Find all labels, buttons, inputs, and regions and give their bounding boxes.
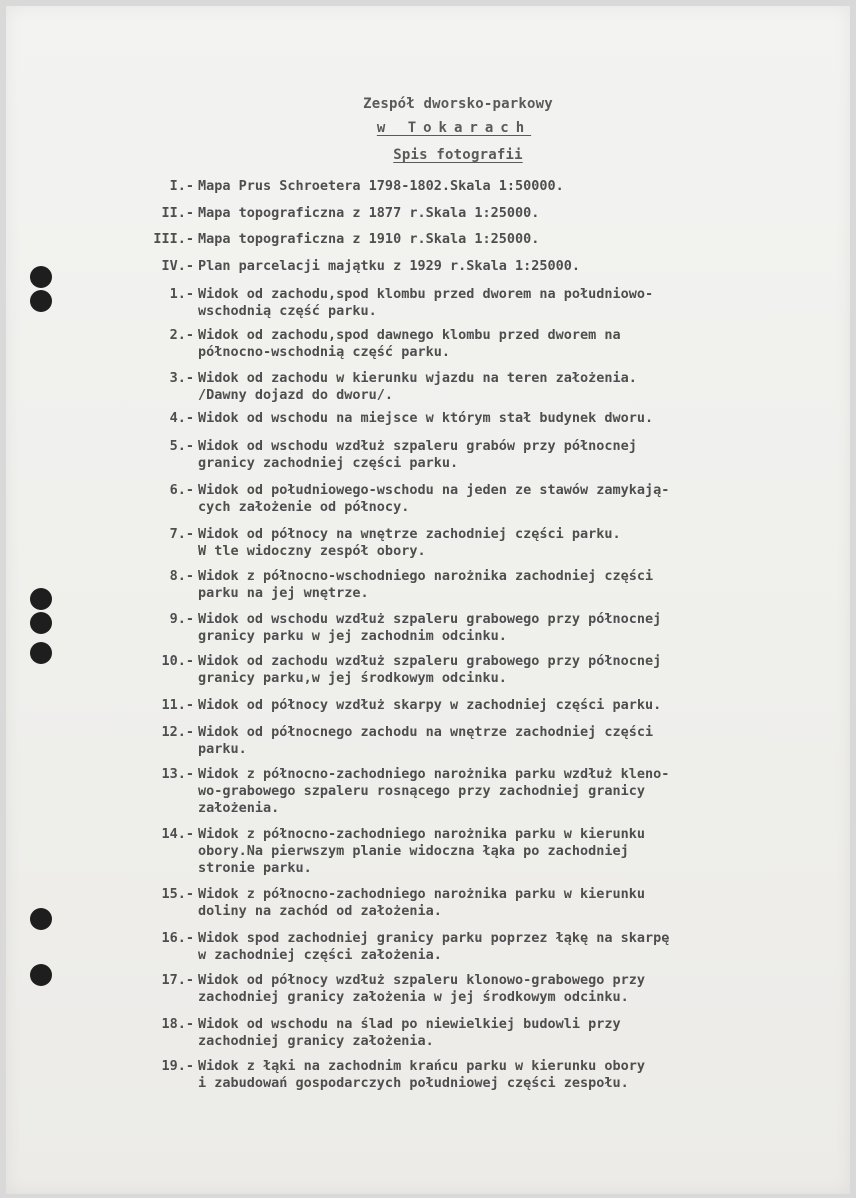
item-text-line: obory.Na pierwszym planie widoczna łąka po zachodniej — [198, 843, 629, 859]
list-item — [128, 231, 818, 248]
item-number: III.- — [153, 231, 194, 247]
list-item — [128, 205, 818, 222]
item-text-line: cych założenie od północy. — [198, 499, 410, 515]
list-item — [128, 178, 818, 195]
item-text-line: północno-wschodnią część parku. — [198, 344, 450, 360]
item-text-line: Plan parcelacji majątku z 1929 r.Skala 1:25000. — [198, 258, 581, 274]
binder-hole — [30, 588, 52, 610]
list-item — [128, 611, 818, 645]
item-number: 4.- — [169, 410, 194, 426]
binder-hole — [30, 290, 52, 312]
list-item — [128, 930, 818, 964]
item-text-line: zachodniej granicy założenia. — [198, 1033, 434, 1049]
list-item — [128, 826, 818, 877]
list-item — [128, 653, 818, 687]
item-text-line: Widok od północnego zachodu na wnętrze zachodniej części — [198, 724, 654, 740]
list-item — [128, 1016, 818, 1050]
binder-hole — [30, 612, 52, 634]
binder-hole — [30, 964, 52, 986]
list-item — [128, 568, 818, 602]
item-text-line: parku na jej wnętrze. — [198, 585, 369, 601]
item-text-line: wo-grabowego szpaleru rosnącego przy zachodniej granicy — [198, 783, 646, 799]
item-number: 19.- — [161, 1058, 194, 1074]
item-text-line: i zabudowań gospodarczych południowej części zespołu. — [198, 1075, 629, 1091]
item-number: 6.- — [169, 482, 194, 498]
item-number: 14.- — [161, 826, 194, 842]
item-number: 16.- — [161, 930, 194, 946]
list-item — [128, 482, 818, 516]
item-text-line: granicy parku w jej zachodnim odcinku. — [198, 628, 507, 644]
list-item — [128, 258, 818, 275]
item-number: 11.- — [161, 697, 194, 713]
document-subtitle — [30, 147, 856, 163]
subtitle-text: Spis fotografii — [393, 147, 523, 163]
list-item — [128, 410, 818, 427]
list-item — [128, 972, 818, 1006]
item-number: 7.- — [169, 526, 194, 542]
list-item — [128, 438, 818, 472]
binder-hole — [30, 266, 52, 288]
item-text-line: Widok od wschodu wzdłuż szpaleru grabowego przy północnej — [198, 611, 662, 627]
item-text-line: Widok spod zachodniej granicy parku poprzez łąkę na skarpę — [198, 930, 670, 946]
item-number: IV.- — [161, 258, 194, 274]
item-text-line: doliny na zachód od założenia. — [198, 903, 442, 919]
item-number: 1.- — [169, 286, 194, 302]
item-number: II.- — [161, 205, 194, 221]
item-text-line: Widok z północno-zachodniego narożnika parku w kierunku — [198, 886, 646, 902]
item-text-line: Widok z północno-zachodniego narożnika parku wzdłuż kleno- — [198, 766, 670, 782]
item-text-line: zachodniej granicy założenia w jej środkowym odcinku. — [198, 989, 629, 1005]
item-text-line: Widok od wschodu wzdłuż szpaleru grabów przy północnej — [198, 438, 637, 454]
item-text-line: granicy parku,w jej środkowym odcinku. — [198, 670, 507, 686]
list-item — [128, 886, 818, 920]
location-text: w Tokarach — [376, 120, 532, 136]
item-text-line: Widok od zachodu,spod klombu przed dworem na południowo- — [198, 286, 654, 302]
item-text-line: parku. — [198, 741, 247, 757]
list-item — [128, 766, 818, 817]
item-text-line: w zachodniej części założenia. — [198, 947, 442, 963]
item-text-line: W tle widoczny zespół obory. — [198, 543, 426, 559]
binder-hole — [30, 908, 52, 930]
list-item — [128, 327, 818, 361]
item-text-line: Widok od zachodu,spod dawnego klombu przed dworem na — [198, 327, 621, 343]
item-number: 13.- — [161, 766, 194, 782]
item-number: 3.- — [169, 370, 194, 386]
item-text-line: granicy zachodniej części parku. — [198, 455, 459, 471]
item-number: 18.- — [161, 1016, 194, 1032]
document-title: Zespół dworsko-parkowy — [363, 96, 553, 112]
item-text-line: Widok od zachodu w kierunku wjazdu na teren założenia. — [198, 370, 637, 386]
item-number: 8.- — [169, 568, 194, 584]
item-text-line: Widok z łąki na zachodnim krańcu parku w kierunku obory — [198, 1058, 646, 1074]
item-text-line: Widok od zachodu wzdłuż szpaleru grabowego przy północnej — [198, 653, 662, 669]
item-text-line: Widok od północy wzdłuż szpaleru klonowo-grabowego przy — [198, 972, 646, 988]
list-item — [128, 724, 818, 758]
item-text-line: /Dawny dojazd do dworu/. — [198, 387, 394, 403]
item-number: 5.- — [169, 438, 194, 454]
item-text-line: Mapa Prus Schroetera 1798-1802.Skala 1:50000. — [198, 178, 564, 194]
item-number: 10.- — [161, 653, 194, 669]
item-text-line: stronie parku. — [198, 860, 312, 876]
list-item — [128, 370, 818, 404]
list-item — [128, 697, 818, 714]
item-number: 9.- — [169, 611, 194, 627]
item-text-line: Mapa topograficzna z 1910 r.Skala 1:25000. — [198, 231, 540, 247]
item-text-line: Widok od wschodu na ślad po niewielkiej budowli przy — [198, 1016, 621, 1032]
binder-hole — [30, 642, 52, 664]
item-text-line: Widok z północno-wschodniego narożnika zachodniej części — [198, 568, 654, 584]
item-text-line: Widok od północy wzdłuż skarpy w zachodniej części parku. — [198, 697, 662, 713]
item-text-line: wschodnią część parku. — [198, 303, 377, 319]
list-item — [128, 286, 818, 320]
item-number: 12.- — [161, 724, 194, 740]
item-number: 17.- — [161, 972, 194, 988]
item-text-line: założenia. — [198, 800, 280, 816]
list-item — [128, 1058, 818, 1092]
item-text-line: Widok z północno-zachodniego narożnika parku w kierunku — [198, 826, 646, 842]
item-number: 15.- — [161, 886, 194, 902]
item-text-line: Widok od północy na wnętrze zachodniej części parku. — [198, 526, 621, 542]
item-number: I.- — [169, 178, 194, 194]
item-text-line: Widok od południowego-wschodu na jeden ze stawów zamykają- — [198, 482, 670, 498]
list-item — [128, 526, 818, 560]
document-location — [26, 120, 856, 136]
item-text-line: Widok od wschodu na miejsce w którym stał budynek dworu. — [198, 410, 654, 426]
item-text-line: Mapa topograficzna z 1877 r.Skala 1:25000. — [198, 205, 540, 221]
item-number: 2.- — [169, 327, 194, 343]
